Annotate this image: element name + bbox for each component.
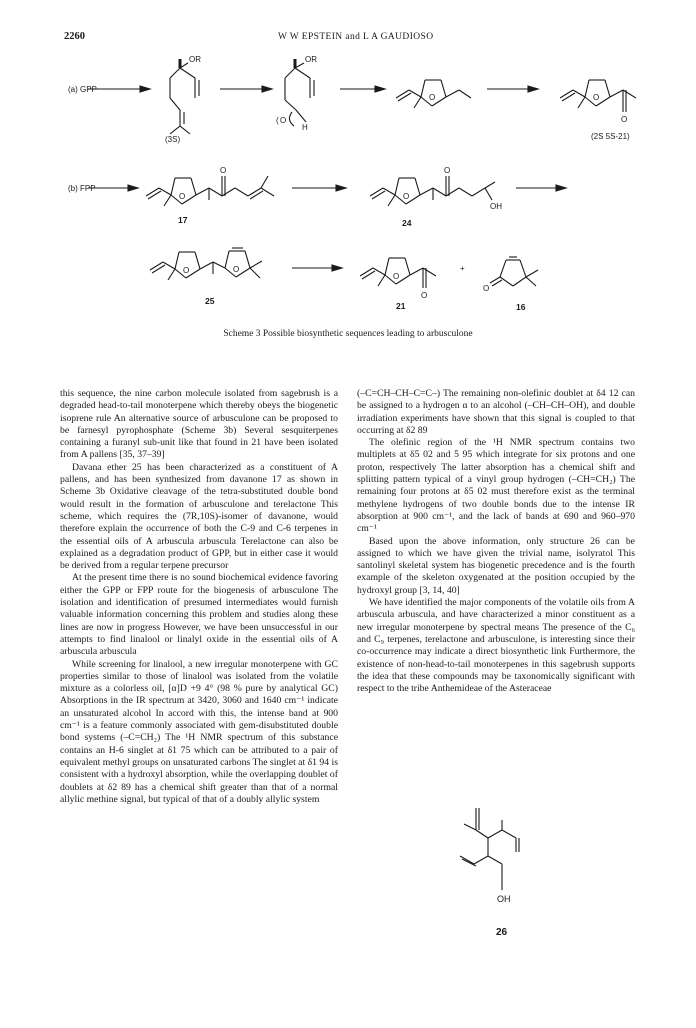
o-label-a4: O — [593, 93, 600, 102]
o-label-25b: O — [233, 265, 240, 274]
left-paragraph-4: While screening for linalool, a new irregular monoterpene with GC properties similar to those of linalool was isolated from the volatile mixture as a colorless oil, [α]D +9 4° (98 % pure by analytical GC) Absorptions in the IR spectrum at 3420, 3060 and 1640 cm⁻¹ indicate an unsaturated alcohol In accord with this, the intense band at 900 cm⁻¹ is a feature commonly associated with gem-disubstituted double bond systems (–C=CH₂) The ¹H NMR spectrum of this substance contains an H-6 singlet at δ1 75 which can be attributed to a pair of equivalent methyl groups on unsaturated carbons The singlet at δ1 94 is consistent with a hydroxyl absorption, while the overlapping doublet of doublets at δ2 89 has a chemical shift greater than that of a normal allylic methine signal, but typical of that of a doubly allylic system — [60, 658, 338, 805]
right-paragraph-2: The olefinic region of the ¹H NMR spectrum contains two multiplets at δ5 02 and 5 95 which integrate for six protons and one proton, respectively The latter absorption has a chemical shift and splitting pattern typical of a vinyl group hydrogen (–CH=CH₂) The remaining four protons at δ5 02 must therefore exist as the terminal methylene hydrogens of two double bonds due to the intense IR absorption at 900 cm⁻¹, and the lack of bands at 690 and 960–970 cm⁻¹ — [357, 437, 635, 535]
o-label-a2: O — [280, 116, 287, 125]
structure-isolyratol-26 — [430, 790, 570, 940]
o-label-24: O — [403, 192, 410, 201]
structure-gpp-intermediate-2 — [285, 59, 314, 126]
compound-25-label: 25 — [205, 296, 215, 306]
compound-16-label: 16 — [516, 302, 526, 312]
h-label: H — [302, 123, 308, 132]
left-paragraph-2: Davana ether 25 has been characterized as a constituent of A pallens, and has been synthesized from davanone 17 as shown in Scheme 3b Oxidative cleavage of the tetra-substituted double bond would result in the formation of arbusculone and terelactone This scheme, which requires the (7R,10S)-isomer of davanone, would therefore explain the occurrence of both the C-9 and C-6 terpenes in the essential oils of A arbuscula arbuscula Terelactone can also be explained as a degradation product of GPP, but in either case it would be derived from a regular terpene precursor — [60, 461, 338, 572]
o-label-21-ketone: O — [421, 291, 428, 300]
right-paragraph-1: (–C=CH–CH–C=C–) The remaining non-olefinic doublet at δ4 12 can be assigned to a hydrogen α to an alcohol (–CH–CH–OH), and double irradiation experiments have shown that this signal is coupled to that occurring at δ2 89 — [357, 388, 635, 436]
compound-24-label: 24 — [402, 218, 412, 228]
o-label-17-ketone: O — [220, 166, 227, 175]
right-paragraph-3: Based upon the above information, only structure 26 can be assigned to which we have given the trivial name, isolyratol This santolinyl skeletal system has biogenetic precedence and is the fourth example of the skeleton oxygenated at the position occupied by the hydroxyl group [3, 14, 40] — [357, 535, 635, 596]
right-paragraph-4: We have identified the major components of the volatile oils from A arbuscula arbuscula, and have characterized a minor constituent as a new irregular monoterpene by spectral means The presence of the C₆ and C₉ terpenes, terelactone and arbusculone, is interesting since their co-occurrence may indicate a direct biosynthetic link Furthermore, the existence of non-head-to-tail monoterpenes in this sagebrush supports the idea that these compounds may be taxonomically significant with respect to the tribe Anthemideae of the Asteraceae — [357, 597, 635, 695]
or-label-a2: OR — [305, 55, 317, 64]
product-2s5s-21-label: (2S 5S-21) — [591, 132, 630, 141]
structure-davana-ether-25 — [150, 248, 262, 280]
stereo-3s-label: (3S) — [165, 135, 181, 144]
oh-label-24: OH — [490, 202, 502, 211]
o-label-25a: O — [183, 266, 190, 275]
compound-17-label: 17 — [178, 215, 188, 225]
structure-gpp-intermediate-1 — [170, 59, 199, 134]
o-label-16: O — [483, 284, 490, 293]
structure-terelactone-16 — [490, 257, 538, 286]
o-label-21: O — [393, 272, 400, 281]
scheme-3-figure — [0, 0, 696, 370]
page-number: 2260 — [64, 31, 85, 42]
scheme-caption: Scheme 3 Possible biosynthetic sequences leading to arbusculone — [223, 329, 473, 339]
plus-sign: + — [460, 264, 465, 273]
o-label-a3: O — [429, 93, 436, 102]
o-label-a4-ketone: O — [621, 115, 628, 124]
compound-21-label: 21 — [396, 301, 406, 311]
oh-label-26: OH — [497, 894, 511, 904]
structure-compound-24 — [370, 176, 495, 206]
row-a-label: (a) GPP — [68, 85, 97, 94]
left-paragraph-1: this sequence, the nine carbon molecule isolated from sagebrush is a degraded head-to-tail monoterpene which thereby obeys the biogenetic isoprene rule An alternative source of arbusculone can be proposed to be farnesyl pyrophosphate (Scheme 3b) Several sesquiterpenes containing a furanyl sub-unit like that found in 21 have been isolated from A pallens [35, 37–39] — [60, 388, 338, 461]
compound-26-label: 26 — [496, 927, 508, 938]
left-text-column — [60, 388, 338, 806]
structure-davanone-17 — [146, 176, 274, 206]
running-head: W W EPSTEIN and L A GAUDIOSO — [278, 32, 434, 42]
paren-label: ( — [276, 116, 279, 125]
or-label-a1: OR — [189, 55, 201, 64]
right-text-column — [357, 388, 635, 695]
row-b-label: (b) FPP — [68, 184, 96, 193]
left-paragraph-3: At the present time there is no sound biochemical evidence favoring either the GPP or FPP route for the biogenesis of arbusculone The isolation and identification of presumed intermediates would furnish valuable information concerning this problem and studies along these lines are now in progress However, we have been unsuccessful in our attempts to find linalool or linalyl oxide in the essential oils of A arbuscula arbuscula — [60, 572, 338, 658]
o-label-17: O — [179, 192, 186, 201]
o-label-24-ketone: O — [444, 166, 451, 175]
